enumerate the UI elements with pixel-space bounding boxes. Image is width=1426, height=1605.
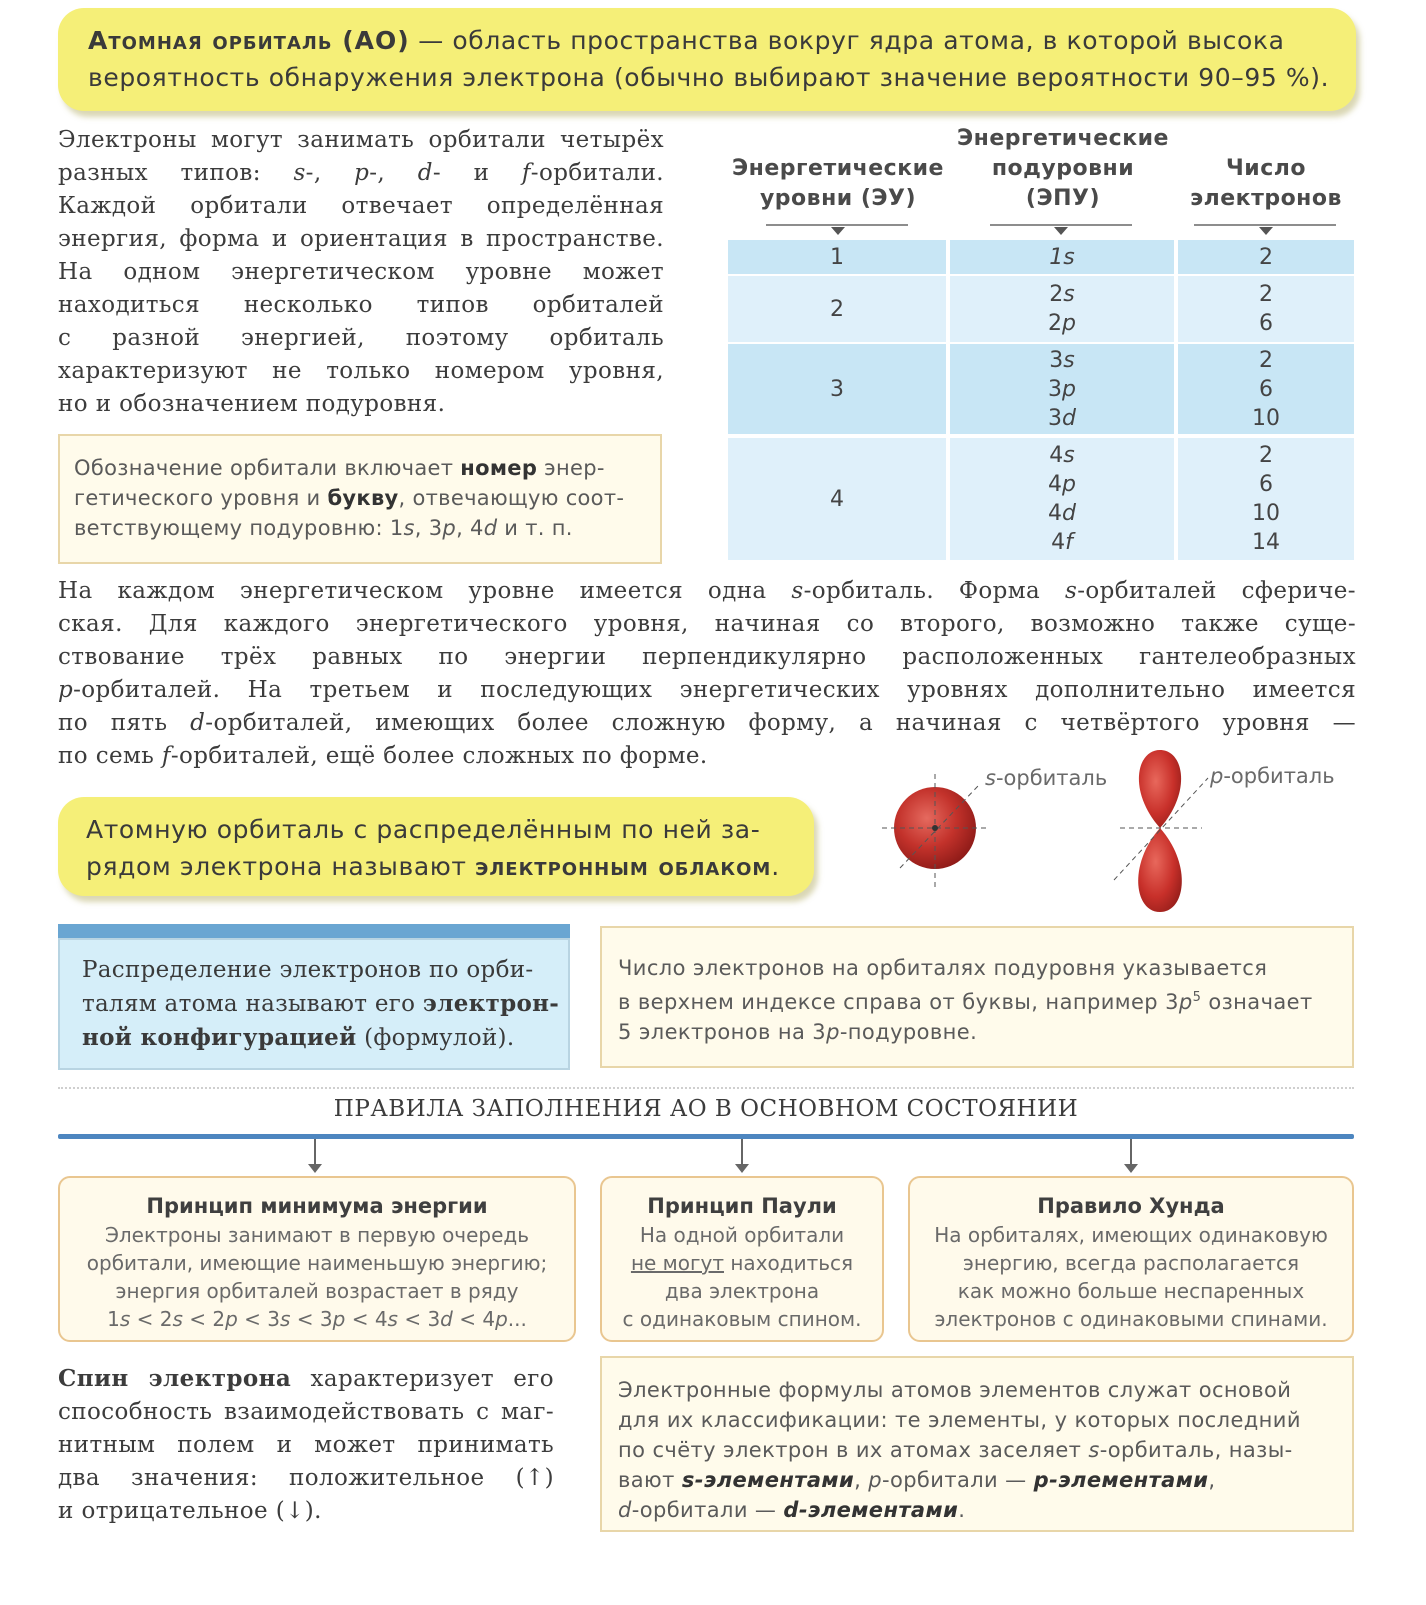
s-orbital-sphere — [882, 774, 988, 888]
rule-line: не могут находиться — [630, 1251, 854, 1275]
p-orbital-label: p-орбиталь — [1210, 764, 1335, 788]
table-header-electrons: Число электронов — [1190, 156, 1342, 211]
table-cell-electrons: 2 — [1178, 240, 1354, 274]
designation-line: ветствующему подуровню: 1s, 3p, 4d и т. п. — [74, 516, 573, 540]
rule-line: энергию, всегда располагается — [962, 1251, 1300, 1275]
rule-connector-arrow — [735, 1164, 749, 1173]
table-cell-electrons: 2 6 — [1178, 276, 1354, 342]
classification-box — [600, 1356, 1354, 1532]
spin-paragraph — [58, 1362, 554, 1528]
intro-line: энергия, форма и ориентация в пространстве. — [58, 226, 664, 252]
config-line: Распределение электронов по орби- — [82, 957, 534, 983]
s-orbital-label: s-орбиталь — [985, 766, 1108, 790]
rule-title: Принцип минимума энергии — [146, 1194, 488, 1218]
table-cell-level: 3 — [728, 344, 946, 434]
shapes-line: p-орбиталей. На третьем и последующих энергетических уровнях дополнительно имеется — [58, 677, 1356, 703]
shapes-line: по пять d-орбиталей, имеющих более сложную форму, а начиная с четвёртого уровня — — [58, 710, 1356, 736]
d-elements-term: d-элементами — [783, 1498, 959, 1522]
superscript-line: в верхнем индексе справа от буквы, например $3p^5$ означает — [618, 990, 1313, 1014]
table-cell-sublevel: 2s 2p — [950, 276, 1174, 342]
table-cell-sublevel: 3s 3p 3d — [950, 344, 1174, 434]
superscript-line: Число электронов на орбиталях подуровня указывается — [618, 956, 1268, 980]
table-cell-electrons: 2 6 10 — [1178, 344, 1354, 434]
levels-table — [728, 122, 1354, 562]
table-cell-sublevel: 4s 4p 4d 4f — [950, 438, 1174, 560]
rules-dotted-divider — [58, 1087, 1354, 1089]
table-header-sublevels: Энергетические подуровни (ЭПУ) — [957, 126, 1169, 211]
header-arrow — [1054, 227, 1068, 235]
table-header-levels: Энергетические уровни (ЭУ) — [732, 156, 944, 211]
rules-title: ПРАВИЛА ЗАПОЛНЕНИЯ АО В ОСНОВНОМ СОСТОЯНИИ — [333, 1096, 1079, 1122]
classification-line: для их классификации: те элементы, у которых последний — [618, 1408, 1301, 1432]
intro-line: Каждой орбитали отвечает определённая — [58, 193, 664, 219]
rule-line: Электроны занимают в первую очередь — [104, 1223, 530, 1247]
rule-card-pauli — [600, 1176, 884, 1342]
config-term-part1: электрон- — [422, 990, 560, 1017]
header-arrow — [1259, 227, 1273, 235]
header-rule — [990, 224, 1132, 226]
config-box-top-bar — [58, 924, 570, 938]
intro-line: но и обозначением подуровня. — [58, 391, 446, 417]
rule-card-hund — [908, 1176, 1354, 1342]
rule-line: с одинаковым спином. — [622, 1307, 862, 1331]
s-elements-term: s-элементами — [681, 1468, 855, 1492]
intro-line: находиться несколько типов орбиталей — [58, 292, 664, 318]
ao-definition-line2: вероятность обнаружения электрона (обычно выбирают значение вероятности 90–95 %). — [88, 63, 1330, 92]
header-rule — [766, 224, 908, 226]
intro-line: разных типов: s-, p-, d- и f-орбитали. — [58, 160, 665, 186]
rule-line: электронов с одинаковыми спинами. — [934, 1307, 1328, 1331]
rule-card-min-energy — [58, 1176, 576, 1342]
spin-line: два значения: положительное (↑) — [58, 1465, 554, 1491]
spin-line: и отрицательное (↓). — [58, 1498, 322, 1524]
header-arrow — [831, 227, 845, 235]
shapes-line: ская. Для каждого энергетического уровня, начиная со второго, возможно также суще- — [58, 611, 1356, 637]
classification-line: вают s-элементами, p-орбитали — p-элементами, — [618, 1468, 1216, 1492]
rule-connector-arrow — [308, 1164, 322, 1173]
intro-line: Электроны могут занимать орбитали четырёх — [58, 127, 664, 153]
rule-title: Правило Хунда — [1037, 1194, 1225, 1218]
p-elements-term: p-элементами — [1033, 1468, 1209, 1492]
table-cell-sublevel: 1s — [950, 240, 1174, 274]
shapes-line: ствование трёх равных по энергии перпендикулярно расположенных гантелеобразных — [58, 644, 1356, 670]
classification-line: Электронные формулы атомов элементов служат основой — [618, 1378, 1292, 1402]
rule-line: как можно больше неспаренных — [957, 1279, 1305, 1303]
config-term-part2: ной конфигурацией — [82, 1024, 357, 1051]
classification-line: по счёту электрон в их атомах заселяет s-орбиталь, назы- — [618, 1438, 1293, 1462]
rule-title: Принцип Паули — [647, 1194, 837, 1218]
superscript-box — [600, 926, 1354, 1068]
ao-definition-box — [58, 8, 1356, 111]
classification-line: d-орбитали — d-элементами. — [618, 1498, 966, 1522]
designation-bold-number: номер — [460, 456, 538, 480]
cloud-term: электронным облаком — [475, 852, 772, 881]
superscript-example: 5 — [1192, 990, 1202, 1005]
rule-line: орбитали, имеющие наименьшую энергию; — [86, 1251, 548, 1275]
shapes-line: На каждом энергетическом уровне имеется одна s-орбиталь. Форма s-орбиталей сфериче- — [58, 578, 1356, 604]
table-cell-level: 4 — [728, 438, 946, 560]
spin-line: нитным полем и может принимать — [58, 1432, 554, 1458]
table-cell-level: 1 — [728, 240, 946, 274]
intro-line: характеризуют не только номером уровня, — [58, 358, 664, 384]
header-rule — [1194, 224, 1336, 226]
spin-line: способность взаимодействовать с маг- — [58, 1399, 554, 1425]
rules-line — [58, 1134, 1354, 1139]
cloud-line: рядом электрона называют электронным облаком. — [86, 852, 780, 881]
intro-line: На одном энергетическом уровне может — [58, 259, 664, 285]
rule-line: 1s < 2s < 2p < 3s < 3p < 4s < 3d < 4p... — [107, 1307, 527, 1331]
designation-bold-letter: букву — [327, 486, 399, 510]
table-cell-electrons: 2 6 10 14 — [1178, 438, 1354, 560]
designation-box — [58, 434, 662, 564]
ao-term: Атомная орбиталь (АО) — [88, 26, 410, 55]
designation-line: Обозначение орбитали включает номер энер- — [74, 456, 605, 480]
superscript-line: 5 электронов на 3p-подуровне. — [618, 1020, 978, 1044]
intro-line: с разной энергией, поэтому орбиталь — [58, 325, 664, 351]
p-orbital-dumbbell — [1114, 750, 1208, 912]
table-cell-level: 2 — [728, 276, 946, 342]
spin-term: Спин электрона — [58, 1365, 292, 1392]
cloud-line: Атомную орбиталь с распределённым по ней за- — [86, 815, 761, 844]
rule-line: На одной орбитали — [639, 1223, 845, 1247]
cloud-definition-box — [58, 797, 814, 896]
rule-connector-arrow — [1124, 1164, 1138, 1173]
designation-line: гетического уровня и букву, отвечающую соот- — [74, 486, 625, 510]
spin-line: Спин электрона характеризует его — [58, 1365, 554, 1392]
intro-paragraph — [58, 124, 664, 421]
ao-definition-line1 — [88, 22, 1326, 59]
rule-line: два электрона — [664, 1279, 820, 1303]
config-line: талям атома называют его электрон- — [82, 990, 560, 1017]
ao-definition-text: — область пространства вокруг ядра атома, в которой высока — [409, 26, 1285, 55]
config-box — [58, 938, 570, 1070]
pauli-underlined: не могут — [630, 1251, 724, 1275]
rule-line: На орбиталях, имеющих одинаковую — [934, 1223, 1328, 1247]
config-line: ной конфигурацией (формулой). — [82, 1024, 515, 1051]
shapes-line: по семь f-орбиталей, ещё более сложных по форме. — [58, 743, 708, 769]
rule-line: энергия орбиталей возрастает в ряду — [115, 1279, 519, 1303]
